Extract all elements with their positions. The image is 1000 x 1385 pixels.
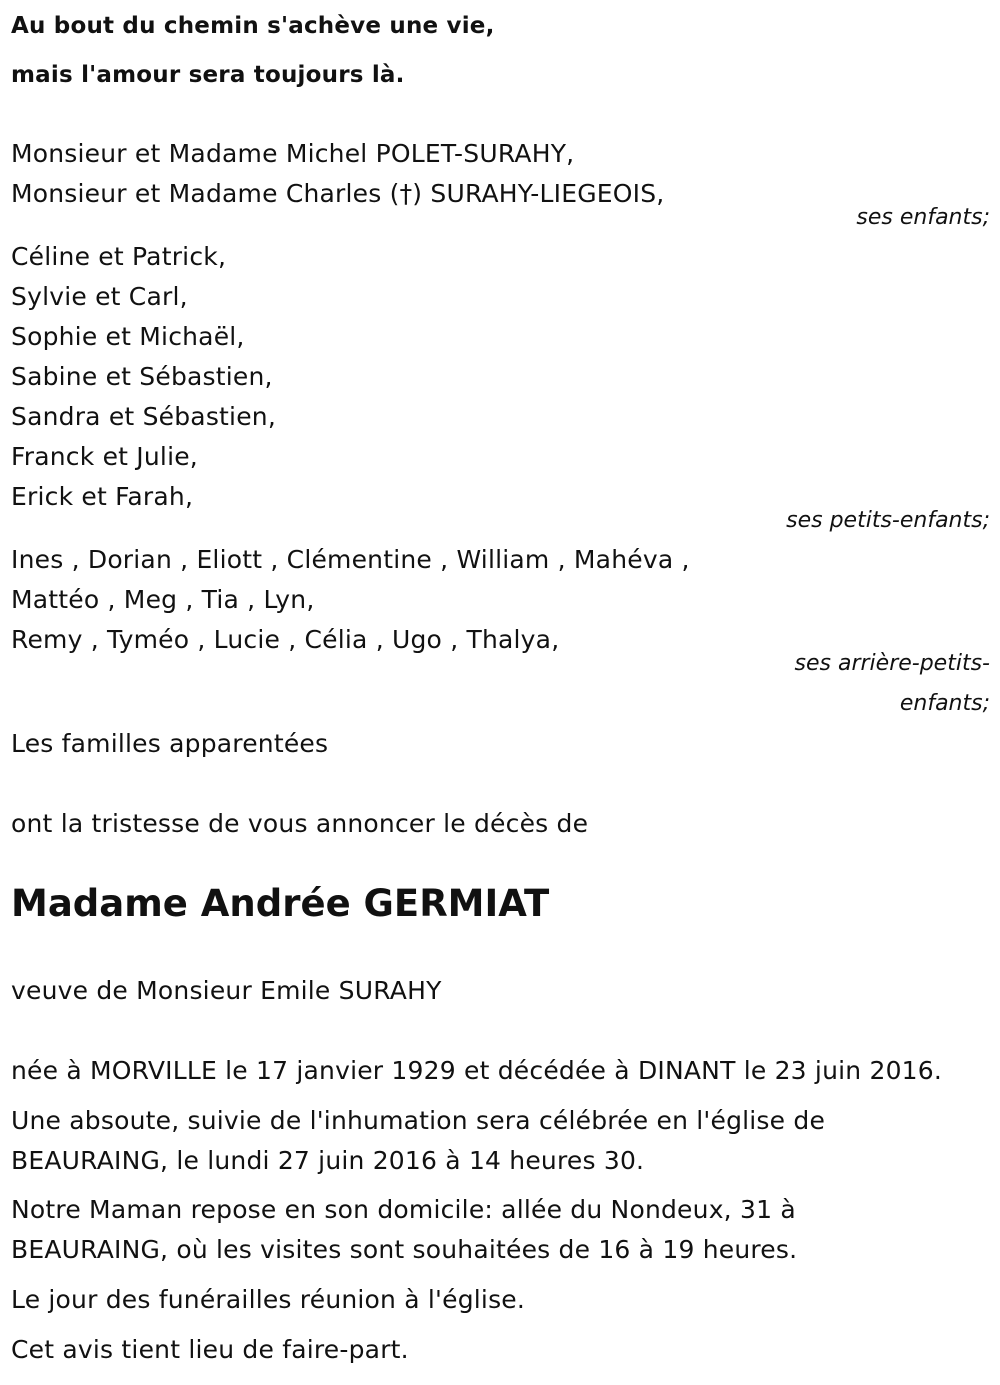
motto-line-1: Au bout du chemin s'achève une vie,	[11, 13, 495, 39]
reunion-line: Le jour des funérailles réunion à l'église.	[11, 1285, 526, 1314]
grandchild-couple-6: Franck et Julie,	[11, 442, 198, 471]
grandchild-couple-3: Sophie et Michaël,	[11, 322, 245, 351]
grandchildren-role: ses petits-enfants;	[786, 508, 990, 533]
great-grandchildren-role-line-1: ses arrière-petits-	[794, 651, 990, 676]
deceased-name: Madame Andrée GERMIAT	[11, 882, 550, 925]
grandchild-couple-4: Sabine et Sébastien,	[11, 362, 273, 391]
grandchild-couple-5: Sandra et Sébastien,	[11, 402, 276, 431]
great-grandchildren-line-1: Ines , Dorian , Eliott , Clémentine , William , Mahéva ,	[11, 545, 690, 574]
ceremony-line-2: BEAURAING, le lundi 27 juin 2016 à 14 heures 30.	[11, 1146, 645, 1175]
grandchild-couple-2: Sylvie et Carl,	[11, 282, 188, 311]
spouse-line: veuve de Monsieur Emile SURAHY	[11, 976, 442, 1005]
announcement: ont la tristesse de vous annoncer le décès de	[11, 809, 589, 838]
grandchild-couple-7: Erick et Farah,	[11, 482, 194, 511]
great-grandchildren-line-3: Remy , Tyméo , Lucie , Célia , Ugo , Thalya,	[11, 625, 560, 654]
great-grandchildren-role-line-2: enfants;	[899, 691, 990, 716]
closing-line: Cet avis tient lieu de faire-part.	[11, 1335, 409, 1364]
visitation-line-2: BEAURAING, où les visites sont souhaitées de 16 à 19 heures.	[11, 1235, 798, 1264]
visitation-line-1: Notre Maman repose en son domicile: allée du Nondeux, 31 à	[11, 1195, 796, 1224]
children-line-2: Monsieur et Madame Charles (†) SURAHY-LIEGEOIS,	[11, 179, 665, 208]
grandchild-couple-1: Céline et Patrick,	[11, 242, 227, 271]
children-role: ses enfants;	[856, 205, 990, 230]
great-grandchildren-line-2: Mattéo , Meg , Tia , Lyn,	[11, 585, 315, 614]
motto-line-2: mais l'amour sera toujours là.	[11, 62, 405, 88]
birth-death-line: née à MORVILLE le 17 janvier 1929 et décédée à DINANT le 23 juin 2016.	[11, 1056, 943, 1085]
children-line-1: Monsieur et Madame Michel POLET-SURAHY,	[11, 139, 575, 168]
ceremony-line-1: Une absoute, suivie de l'inhumation sera célébrée en l'église de	[11, 1106, 826, 1135]
related-families: Les familles apparentées	[11, 729, 329, 758]
